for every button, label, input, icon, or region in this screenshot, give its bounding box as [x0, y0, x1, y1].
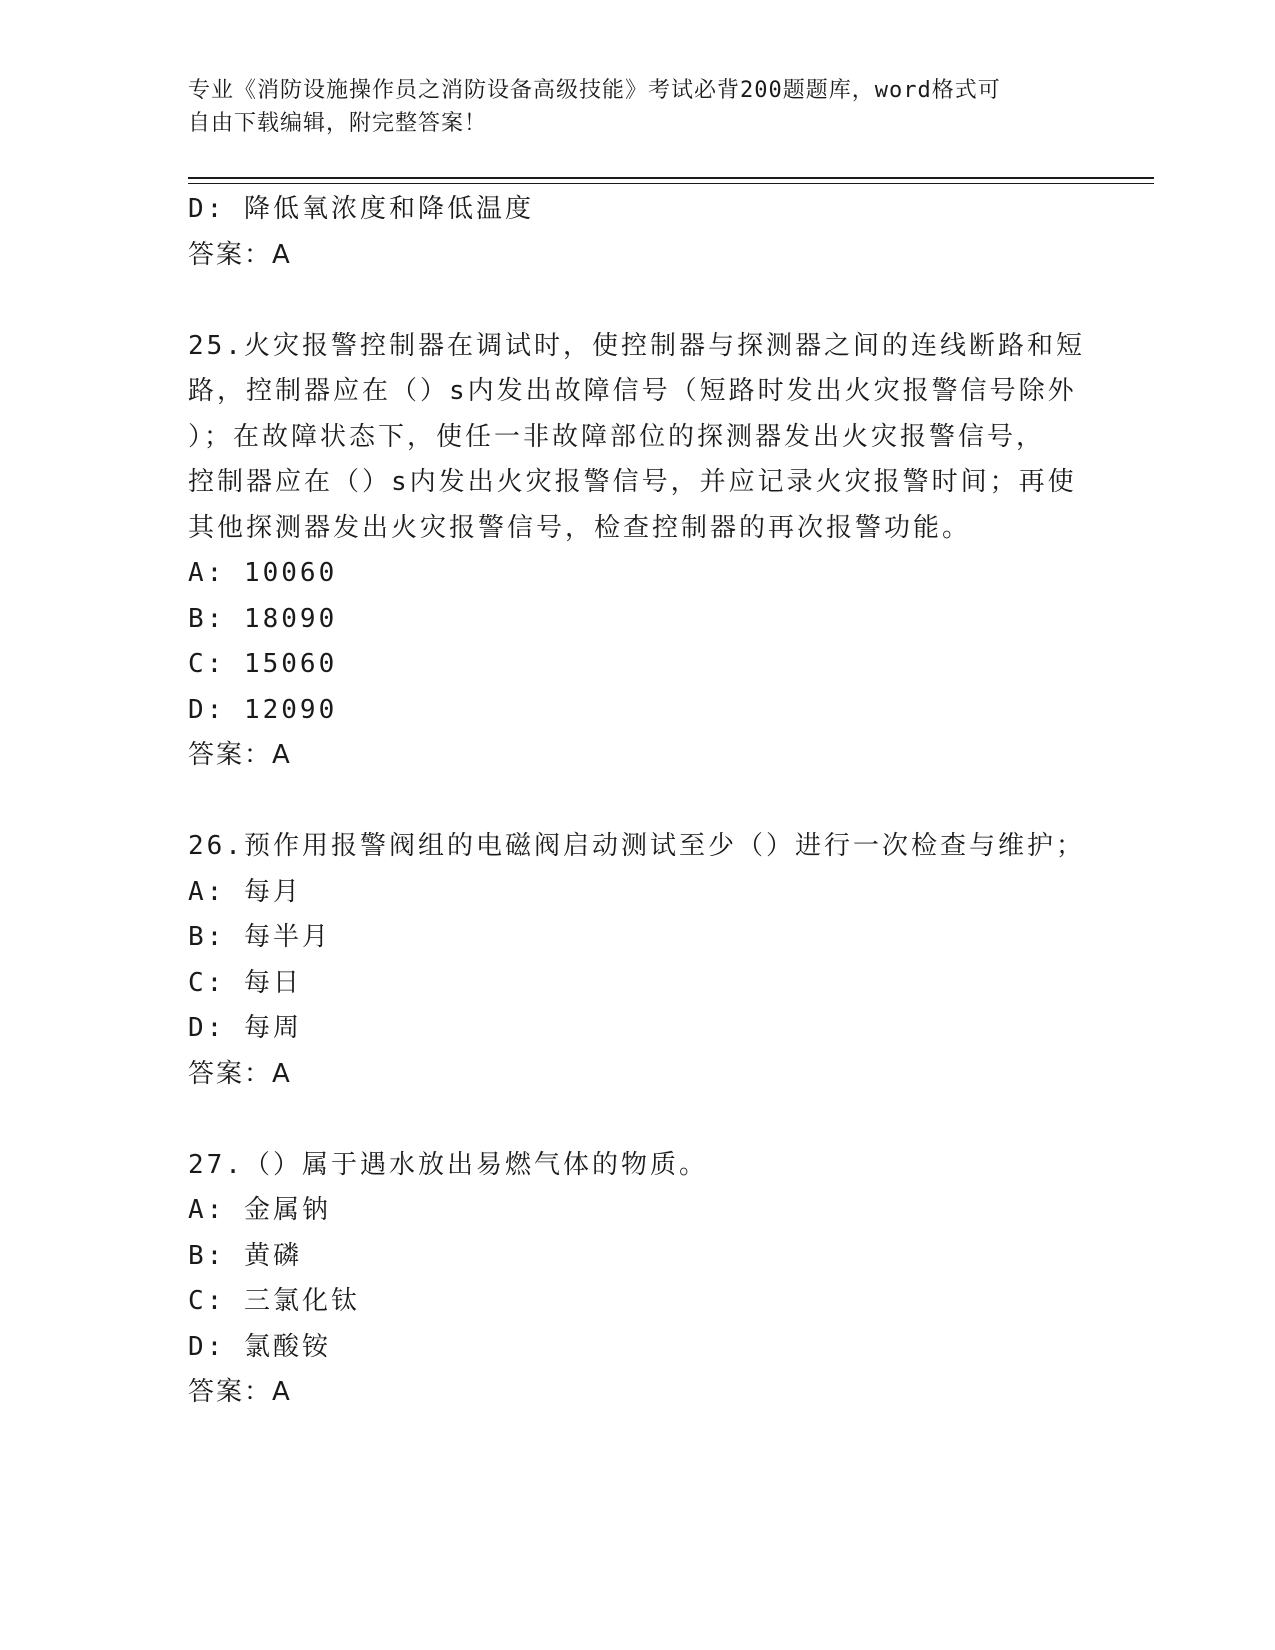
- answer: 答案：A: [188, 1058, 292, 1089]
- document-body: [188, 187, 1088, 1416]
- question-text-line: 25.火灾报警控制器在调试时，使控制器与探测器之间的连线断路和短: [188, 330, 1085, 361]
- question-25: [188, 324, 1088, 779]
- option-b: B: 18090: [188, 603, 338, 634]
- answer: 答案：A: [188, 1377, 292, 1407]
- option-c: C: 15060: [188, 649, 338, 679]
- header-line-1: 专业《消防设施操作员之消防设备高级技能》考试必背200题题库，word格式可: [188, 78, 1001, 103]
- answer: 答案：A: [188, 740, 292, 770]
- option-b: B: 黄磷: [188, 1240, 302, 1271]
- prev-answer: 答案：A: [188, 239, 292, 270]
- header-rule-thick: [188, 177, 1154, 179]
- option-b: B: 每半月: [188, 922, 331, 952]
- question-27: [188, 1143, 1088, 1416]
- question-text-line: 26.预作用报警阀组的电磁阀启动测试至少（）进行一次检查与维护；: [188, 831, 1085, 861]
- option-c: C: 三氯化钛: [188, 1286, 360, 1316]
- spacer: [188, 278, 1088, 324]
- option-d: D: 氯酸铵: [188, 1331, 331, 1362]
- option-c: C: 每日: [188, 967, 302, 998]
- question-text-line: 路，控制器应在（）s内发出故障信号（短路时发出火灾报警信号除外: [188, 376, 1077, 406]
- question-text-line: ）；在故障状态下，使任一非故障部位的探测器发出火灾报警信号，: [188, 421, 1046, 452]
- header-line-2: 自由下载编辑，附完整答案！: [188, 111, 488, 136]
- prev-option-d: D: 降低氧浓度和降低温度: [188, 194, 534, 224]
- option-d: D: 12090: [188, 694, 338, 725]
- spacer: [188, 1097, 1088, 1143]
- question-text-line: 控制器应在（）s内发出火灾报警信号，并应记录火灾报警时间；再使: [188, 467, 1077, 497]
- question-26: [188, 824, 1088, 1097]
- option-a: A: 每月: [188, 876, 302, 907]
- question-text-line: 其他探测器发出火灾报警信号，检查控制器的再次报警功能。: [188, 512, 972, 543]
- option-a: A: 10060: [188, 558, 338, 588]
- header-rule-thin: [188, 183, 1154, 184]
- question-text-line: 27.（）属于遇水放出易燃气体的物质。: [188, 1149, 708, 1180]
- document-header: [188, 74, 1068, 140]
- option-a: A: 金属钠: [188, 1195, 331, 1225]
- spacer: [188, 779, 1088, 825]
- option-d: D: 每周: [188, 1013, 302, 1043]
